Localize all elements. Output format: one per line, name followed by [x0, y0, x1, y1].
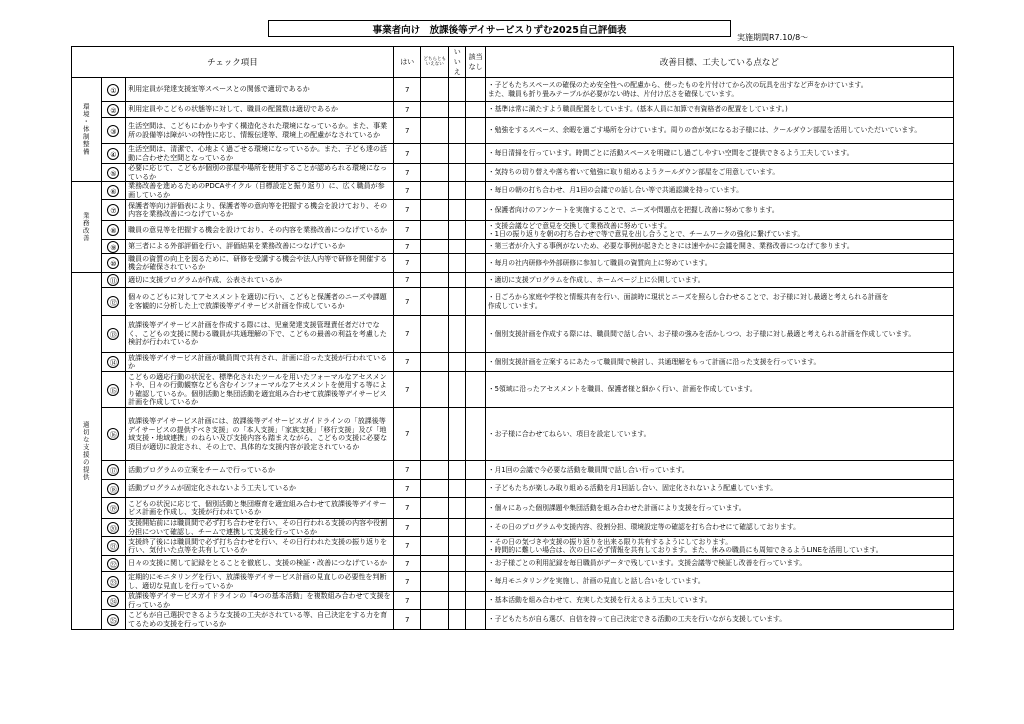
table-row: [72, 610, 954, 630]
check-item-text: 放課後等デイサービス計画には、放課後等デイサービスガイドラインの「放課後等デイサービスの提供すべき支援」の「本人支援」「家族支援」「移行支援」及び「地域支援・地域連携」のねらい及び支援内容も踏まえながら、こどもの支援に必要な項目が適切に設定され、その上で、具体的な支援内容が設定されているか: [126, 408, 394, 461]
table-row: [72, 200, 954, 221]
check-item-text: 生活空間は、清潔で、心地よく過ごせる環境になっているか。また、子ども達の活動に合わせた空間となっているか: [126, 144, 394, 164]
answer-unknown-cell: [466, 537, 485, 556]
comment-line: ・その日のプログラムや支援内容、役割分担、環境設定等の確認を打ち合わせにて確認しております。: [487, 523, 800, 532]
answer-neither-cell: [421, 519, 449, 537]
item-number: ⑳: [107, 522, 119, 534]
comment-line: ・基準は常に満たすよう職員配置をしています。(基本人員に加算で有資格者の配置をしています。): [487, 105, 788, 114]
answer-neither-cell: [421, 200, 449, 221]
comment-line: ・その日の気づきや支援の振り返りを出来る限り共有するようにしております。: [487, 537, 732, 546]
answer-unknown-cell: [466, 288, 485, 316]
answer-no-cell: [449, 273, 466, 288]
table-row: [72, 288, 954, 316]
check-item-text: 職員の意見等を把握する機会を設けており、その内容を業務改善につなげているか: [126, 221, 394, 240]
check-item-text: 適切に支援プログラムが作成、公表されているか: [126, 273, 394, 288]
comment-cell: [485, 610, 953, 630]
comment-cell: [485, 164, 953, 182]
answer-neither-cell: [421, 118, 449, 144]
answer-yes-count: 7: [393, 408, 421, 461]
item-number-cell: [101, 240, 126, 254]
item-number: ⑲: [107, 502, 119, 514]
comment-cell: [485, 316, 953, 353]
comment-line: ・勉強をするスペース、余暇を過ごす場所を分けています。周りの音が気になるお子様には、クールダウン部屋を活用していただいています。: [487, 126, 922, 135]
comment-line: ・基本活動を組み合わせて、充実した支援を行えるよう工夫しています。: [487, 596, 712, 605]
implementation-period: 実施期間R7.10/8〜: [737, 33, 809, 42]
answer-yes-count: 7: [393, 254, 421, 273]
check-item-text: 支援終了後には職員間で必ず打ち合わせを行い、その日行われた支援の振り返りを行い、気付いた点等を共有しているか: [126, 537, 394, 556]
table-row: [72, 118, 954, 144]
answer-yes-count: 7: [393, 102, 421, 118]
answer-no-cell: [449, 572, 466, 592]
document-title: 事業者向け 放課後等デイサービスりずむ2025自己評価表: [268, 20, 731, 37]
item-number: ⑫: [107, 296, 119, 308]
answer-yes-count: 7: [393, 200, 421, 221]
item-number: ⑰: [107, 464, 119, 476]
answer-no-cell: [449, 288, 466, 316]
answer-neither-cell: [421, 221, 449, 240]
item-number: ㉕: [107, 614, 119, 626]
comment-line: ・5領域に沿ったアセスメントを職員、保護者様と細かく行い、計画を作成しています。: [487, 385, 757, 394]
answer-neither-cell: [421, 144, 449, 164]
comment-line: ・お子様ごとの利用記録を毎日職員がデータで残しています。支援会議等で検証し改善を行っています。: [487, 559, 807, 568]
comment-cell: [485, 221, 953, 240]
answer-neither-cell: [421, 164, 449, 182]
answer-yes-count: 7: [393, 498, 421, 519]
item-number: ①: [107, 84, 119, 96]
comment-line: ・子どもたちが自ら選び、自信を持って自己決定できる活動の工夫を行いながら支援しています。: [487, 615, 787, 624]
item-number-cell: [101, 592, 126, 610]
table-row: [72, 592, 954, 610]
answer-yes-count: 7: [393, 572, 421, 592]
answer-unknown-cell: [466, 78, 485, 102]
comment-line: ・気持ちの切り替えや落ち着いて勉強に取り組めるようクールダウン部屋をご用意しています。: [487, 168, 780, 177]
answer-unknown-cell: [466, 408, 485, 461]
table-row: [72, 572, 954, 592]
item-number: ⑧: [107, 224, 119, 236]
comment-line: ・保護者向けのアンケートを実施することで、ニーズや問題点を把握し改善に努めて参ります。: [487, 205, 779, 214]
answer-unknown-cell: [466, 273, 485, 288]
table-row: [72, 144, 954, 164]
answer-yes-count: 7: [393, 78, 421, 102]
answer-unknown-cell: [466, 316, 485, 353]
answer-neither-cell: [421, 102, 449, 118]
answer-neither-cell: [421, 610, 449, 630]
comment-line: ・個々にあった個別課題や集団活動を組み合わせた計画により支援を行っています。: [487, 503, 746, 512]
header-unknown: 該当なし: [466, 47, 485, 78]
table-row: [72, 102, 954, 118]
item-number-cell: [101, 461, 126, 480]
answer-unknown-cell: [466, 498, 485, 519]
answer-yes-count: 7: [393, 372, 421, 408]
table-row: [72, 537, 954, 556]
item-number-cell: [101, 480, 126, 498]
comment-cell: [485, 288, 953, 316]
comment-line: ・適切に支援プログラムを作成し、ホームページ上に公開しています。: [487, 275, 705, 284]
answer-neither-cell: [421, 78, 449, 102]
item-number-cell: [101, 221, 126, 240]
answer-neither-cell: [421, 408, 449, 461]
table-row: [72, 78, 954, 102]
comment-line: ・個別支援計画を作成する際には、職員間で話し合い、お子様の強みを活かしつつ、お子様に対し最適と考えられる計画を作成しています。: [487, 329, 916, 338]
comment-cell: [485, 556, 953, 572]
item-number-cell: [101, 537, 126, 556]
answer-yes-count: 7: [393, 519, 421, 537]
comment-cell: [485, 461, 953, 480]
header-neither: どちらともいえない: [421, 47, 449, 78]
answer-no-cell: [449, 408, 466, 461]
answer-unknown-cell: [466, 519, 485, 537]
item-number-cell: [101, 164, 126, 182]
item-number: ㉒: [107, 558, 119, 570]
comment-line: ・日ごろから家庭や学校と情報共有を行い、面談時に現状とニーズを照らし合わせることで、お子様に対し最適と考えられる計画を: [487, 293, 889, 301]
answer-yes-count: 7: [393, 537, 421, 556]
comment-cell: [485, 519, 953, 537]
item-number-cell: [101, 372, 126, 408]
item-number: ㉑: [107, 540, 119, 552]
check-item-text: 利用定員が発達支援室等スペースとの関係で適切であるか: [126, 78, 394, 102]
check-item-text: 個々のこどもに対してアセスメントを適切に行い、こどもと保護者のニーズや課題を客観的に分析した上で放課後等デイサービス計画を作成しているか: [126, 288, 394, 316]
answer-unknown-cell: [466, 572, 485, 592]
check-item-text: 生活空間は、こどもにわかりやすく構造化された環境になっているか。また、事業所の設備等は障がいの特性に応じ、情報伝達等、環境上の配慮がなされているか: [126, 118, 394, 144]
item-number: ④: [107, 148, 119, 160]
answer-no-cell: [449, 372, 466, 408]
item-number: ㉓: [107, 576, 119, 588]
answer-no-cell: [449, 182, 466, 200]
comment-line: ・毎月モニタリングを実施し、計画の見直しと話し合いをしています。: [487, 577, 705, 586]
check-item-text: 定期的にモニタリングを行い、放課後等デイサービス計画の見直しの必要性を判断し、適切な見直しを行っているか: [126, 572, 394, 592]
item-number: ⑤: [107, 167, 119, 179]
comment-line: また、職員も折り畳みテーブルが必要がない時は、片付け広さを確保しています。: [487, 89, 739, 98]
answer-no-cell: [449, 254, 466, 273]
item-number: ⑦: [107, 204, 119, 216]
item-number-cell: [101, 498, 126, 519]
comment-line: ・毎月の社内研修や外部研修に参加して職員の資質向上に努めています。: [487, 258, 712, 267]
item-number-cell: [101, 118, 126, 144]
check-item-text: 支援開始前には職員間で必ず打ち合わせを行い、その日行われる支援の内容や役割分担について確認し、チームで連携して支援を行っているか: [126, 519, 394, 537]
answer-unknown-cell: [466, 254, 485, 273]
item-number-cell: [101, 102, 126, 118]
comment-line: 作成しています。: [487, 301, 542, 310]
answer-yes-count: 7: [393, 353, 421, 372]
item-number-cell: [101, 254, 126, 273]
item-number: ⑭: [107, 356, 119, 368]
table-row: [72, 273, 954, 288]
item-number-cell: [101, 572, 126, 592]
answer-no-cell: [449, 519, 466, 537]
comment-cell: [485, 144, 953, 164]
comment-cell: [485, 118, 953, 144]
answer-unknown-cell: [466, 102, 485, 118]
table-row: [72, 498, 954, 519]
answer-yes-count: 7: [393, 316, 421, 353]
table-row: [72, 316, 954, 353]
comment-line: ・毎日清掃を行っています。時間ごとに活動スペースを明確にし過ごしやすい空間をご提供できるよう工夫しています。: [487, 149, 854, 158]
answer-yes-count: 7: [393, 182, 421, 200]
comment-cell: [485, 182, 953, 200]
table-row: [72, 519, 954, 537]
table-row: [72, 556, 954, 572]
answer-neither-cell: [421, 461, 449, 480]
comment-line: ・個別支援計画を立案するにあたって職員間で検討し、共通理解をもって計画に沿った支援を行っています。: [487, 357, 821, 366]
check-item-text: 必要に応じて、こどもが個別の部屋や場所を使用することが認められる環境になっているか: [126, 164, 394, 182]
comment-line: ・子どもたちが楽しみ取り組める活動を月1回話し合い、固定化されないよう配慮しています。: [487, 484, 778, 493]
answer-yes-count: 7: [393, 556, 421, 572]
item-number: ⑩: [107, 257, 119, 269]
comment-cell: [485, 273, 953, 288]
answer-neither-cell: [421, 592, 449, 610]
item-number: ②: [107, 104, 119, 116]
answer-neither-cell: [421, 273, 449, 288]
comment-line: ・毎日の朝の打ち合わせ、月1回の会議での話し合い等で共通認識を持っています。: [487, 186, 743, 195]
comment-cell: [485, 408, 953, 461]
answer-yes-count: 7: [393, 610, 421, 630]
answer-yes-count: 7: [393, 164, 421, 182]
answer-unknown-cell: [466, 556, 485, 572]
answer-yes-count: 7: [393, 118, 421, 144]
check-item-text: 放課後等デイサービス計画が職員間で共有され、計画に沿った支援が行われているか: [126, 353, 394, 372]
answer-unknown-cell: [466, 353, 485, 372]
answer-unknown-cell: [466, 144, 485, 164]
item-number: ⑯: [107, 428, 119, 440]
answer-yes-count: 7: [393, 240, 421, 254]
answer-unknown-cell: [466, 240, 485, 254]
table-row: [72, 240, 954, 254]
item-number: ⑬: [107, 328, 119, 340]
answer-unknown-cell: [466, 592, 485, 610]
check-item-text: 放課後等デイサービス計画を作成する際には、児童発達支援管理責任者だけでなく、こどもの支援に関わる職員が共通理解の下で、こどもの最善の利益を考慮した検討が行われているか: [126, 316, 394, 353]
answer-neither-cell: [421, 254, 449, 273]
answer-no-cell: [449, 537, 466, 556]
answer-unknown-cell: [466, 182, 485, 200]
comment-cell: [485, 353, 953, 372]
item-number-cell: [101, 519, 126, 537]
table-row: [72, 353, 954, 372]
check-item-text: 職員の資質の向上を図るために、研修を受講する機会や法人内等で研修を開催する機会が確保されているか: [126, 254, 394, 273]
answer-neither-cell: [421, 537, 449, 556]
answer-no-cell: [449, 316, 466, 353]
comment-line: ・1日の振り返りを朝の打ち合わせで等で意見を出し合うことで、チームワークの強化に繋げています。: [487, 230, 805, 238]
item-number-cell: [101, 144, 126, 164]
answer-unknown-cell: [466, 221, 485, 240]
item-number: ⑪: [107, 274, 119, 286]
answer-no-cell: [449, 498, 466, 519]
answer-unknown-cell: [466, 461, 485, 480]
answer-neither-cell: [421, 288, 449, 316]
answer-neither-cell: [421, 182, 449, 200]
category-cell: [72, 273, 102, 630]
category-label: 適切な支援の提供: [81, 421, 90, 481]
comment-cell: [485, 200, 953, 221]
check-item-text: 日々の支援に関して記録をとることを徹底し、支援の検証・改善につなげているか: [126, 556, 394, 572]
comment-line: ・月1回の会議で今必要な活動を職員間で話し合い行っています。: [487, 465, 689, 474]
comment-line: ・子どもたちスペースの確保のため安全性への配慮から、使ったものを片付けてから次の玩具を出すなど声をかけています。: [487, 81, 868, 89]
item-number-cell: [101, 200, 126, 221]
item-number-cell: [101, 182, 126, 200]
category-label: 環境・体制整備: [81, 103, 90, 156]
header-no: いいえ: [449, 47, 466, 78]
category-cell: [72, 182, 102, 273]
comment-cell: [485, 480, 953, 498]
answer-unknown-cell: [466, 164, 485, 182]
header-row: [72, 47, 954, 78]
check-item-text: 業務改善を進めるためのPDCAサイクル（目標設定と振り返り）に、広く職員が参画しているか: [126, 182, 394, 200]
answer-neither-cell: [421, 556, 449, 572]
item-number-cell: [101, 316, 126, 353]
answer-yes-count: 7: [393, 221, 421, 240]
check-item-text: 放課後等デイサービスガイドラインの「4つの基本活動」を複数組み合わせて支援を行っているか: [126, 592, 394, 610]
answer-no-cell: [449, 78, 466, 102]
answer-neither-cell: [421, 480, 449, 498]
comment-cell: [485, 102, 953, 118]
table-row: [72, 480, 954, 498]
comment-line: ・支援会議などで意見を交換して業務改善に努めています。: [487, 221, 671, 230]
check-item-text: こどもの状況に応じて、個別活動と集団療育を適宜組み合わせて放課後等デイサービス計画を作成し、支援が行われているか: [126, 498, 394, 519]
item-number: ⑥: [107, 185, 119, 197]
comment-cell: [485, 537, 953, 556]
comment-cell: [485, 498, 953, 519]
table-row: [72, 408, 954, 461]
answer-unknown-cell: [466, 480, 485, 498]
answer-no-cell: [449, 221, 466, 240]
answer-neither-cell: [421, 572, 449, 592]
answer-no-cell: [449, 200, 466, 221]
comment-cell: [485, 572, 953, 592]
item-number-cell: [101, 556, 126, 572]
item-number: ⑱: [107, 483, 119, 495]
answer-unknown-cell: [466, 200, 485, 221]
item-number: ⑨: [107, 241, 119, 253]
answer-no-cell: [449, 240, 466, 254]
check-item-text: 保護者等向け評価表により、保護者等の意向等を把握する機会を設けており、その内容を業務改善につなげているか: [126, 200, 394, 221]
comment-cell: [485, 78, 953, 102]
answer-no-cell: [449, 164, 466, 182]
header-check-items: チェック項目: [72, 47, 394, 78]
comment-cell: [485, 372, 953, 408]
table-row: [72, 164, 954, 182]
item-number: ㉔: [107, 595, 119, 607]
item-number-cell: [101, 353, 126, 372]
comment-cell: [485, 240, 953, 254]
check-item-text: 第三者による外部評価を行い、評価結果を業務改善につなげているか: [126, 240, 394, 254]
table-row: [72, 461, 954, 480]
check-item-text: 活動プログラムの立案をチームで行っているか: [126, 461, 394, 480]
header-yes: はい: [393, 47, 421, 78]
table-row: [72, 182, 954, 200]
answer-yes-count: 7: [393, 461, 421, 480]
comment-line: ・時間的に難しい場合は、次の日に必ず情報を共有しております。また、休みの職員にも周知できるようLINEを活用しています。: [487, 546, 883, 554]
answer-unknown-cell: [466, 118, 485, 144]
answer-no-cell: [449, 144, 466, 164]
answer-yes-count: 7: [393, 144, 421, 164]
answer-no-cell: [449, 118, 466, 144]
answer-no-cell: [449, 480, 466, 498]
item-number-cell: [101, 408, 126, 461]
category-cell: [72, 78, 102, 182]
category-label: 業務改善: [81, 212, 90, 242]
comment-line: ・第三者が介入する事例がないため、必要な事例が起きたときには速やかに会議を開き、業務改善につなげて参ります。: [487, 242, 854, 251]
answer-no-cell: [449, 610, 466, 630]
table-row: [72, 254, 954, 273]
answer-unknown-cell: [466, 372, 485, 408]
answer-no-cell: [449, 461, 466, 480]
answer-neither-cell: [421, 316, 449, 353]
comment-line: ・お子様に合わせてねらい、項目を設定しています。: [487, 429, 651, 438]
check-item-text: 活動プログラムが固定化されないよう工夫しているか: [126, 480, 394, 498]
item-number-cell: [101, 288, 126, 316]
answer-yes-count: 7: [393, 592, 421, 610]
table-row: [72, 372, 954, 408]
item-number-cell: [101, 273, 126, 288]
table-row: [72, 221, 954, 240]
answer-no-cell: [449, 353, 466, 372]
answer-no-cell: [449, 102, 466, 118]
answer-neither-cell: [421, 372, 449, 408]
item-number: ③: [107, 125, 119, 137]
check-item-text: こどもの適応行動の状況を、標準化されたツールを用いたフォーマルなアセスメントや、日々の行動観察なども含むインフォーマルなアセスメントを使用する等により確認しているか。個別活動と集団活動を適宜組み合わせて放課後等デイサービス計画を作成しているか: [126, 372, 394, 408]
answer-no-cell: [449, 556, 466, 572]
answer-yes-count: 7: [393, 480, 421, 498]
item-number: ⑮: [107, 384, 119, 396]
comment-cell: [485, 254, 953, 273]
header-comment: 改善目標、工夫している点など: [485, 47, 953, 78]
answer-no-cell: [449, 592, 466, 610]
answer-neither-cell: [421, 498, 449, 519]
item-number-cell: [101, 610, 126, 630]
answer-unknown-cell: [466, 610, 485, 630]
check-item-text: こどもが自己選択できるような支援の工夫がされている等、自己決定をする力を育てるための支援を行っているか: [126, 610, 394, 630]
evaluation-table: [71, 46, 954, 630]
check-item-text: 利用定員やこどもの状態等に対して、職員の配置数は適切であるか: [126, 102, 394, 118]
answer-yes-count: 7: [393, 273, 421, 288]
answer-yes-count: 7: [393, 288, 421, 316]
comment-cell: [485, 592, 953, 610]
answer-neither-cell: [421, 353, 449, 372]
answer-neither-cell: [421, 240, 449, 254]
item-number-cell: [101, 78, 126, 102]
